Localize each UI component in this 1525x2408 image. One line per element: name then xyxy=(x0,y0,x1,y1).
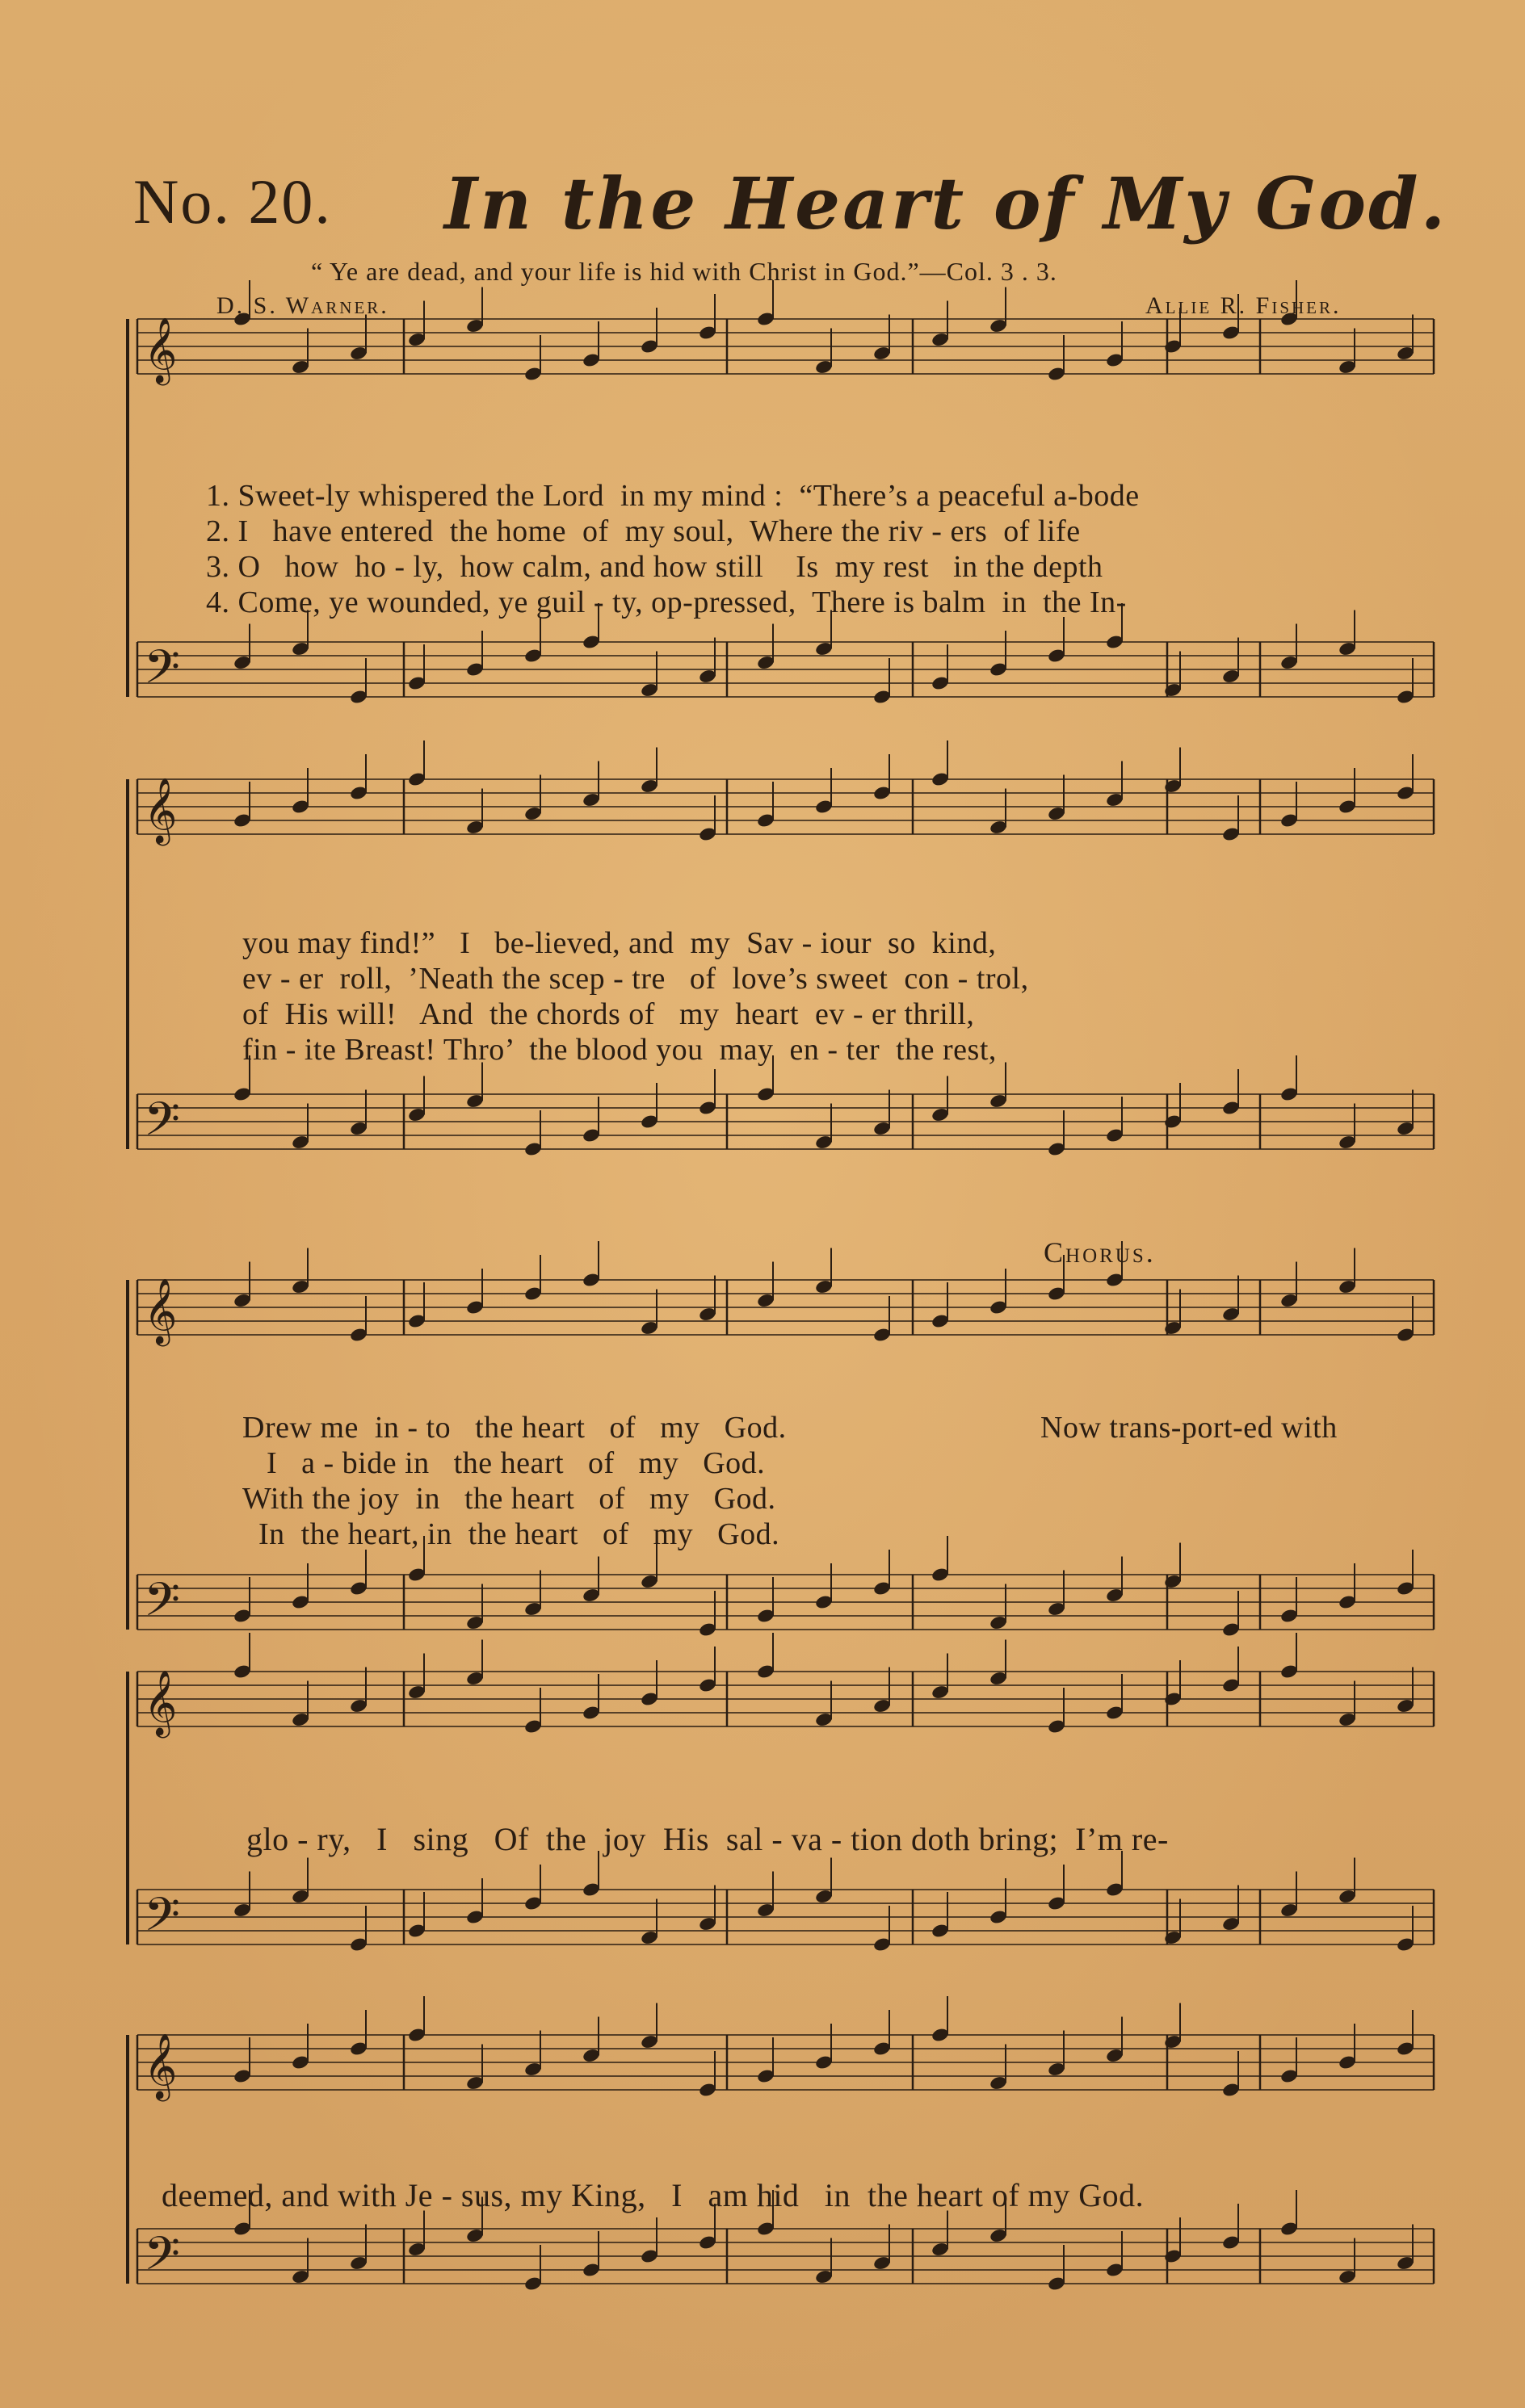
verse-line-2-2: ev - er roll, ’Neath the scep - tre of love’s sweet con - trol, xyxy=(242,962,1029,996)
verse-line-3-4: In the heart, in the heart of my God. xyxy=(242,1517,780,1551)
verse-line-1-2: 2. I have entered the home of my soul, Where the riv - ers of life xyxy=(206,514,1081,548)
verse-line-3-3: With the joy in the heart of my God. xyxy=(242,1482,776,1516)
bass-clef: 𝄢 xyxy=(144,1092,181,1158)
verse-line-2-3: of His will! And the chords of my heart ev - er thrill, xyxy=(242,997,975,1031)
scripture-epigraph: “ Ye are dead, and your life is hid with Christ in God.”—Col. 3 . 3. xyxy=(311,257,1057,286)
verse-line-1-1: 1. Sweet-ly whispered the Lord in my mind : “There’s a peaceful a-bode xyxy=(206,479,1140,513)
treble-clef: 𝄞 xyxy=(144,1277,178,1344)
bass-clef: 𝄢 xyxy=(144,1572,181,1638)
verse-line-1-4: 4. Come, ye wounded, ye guil - ty, op-pressed, There is balm in the In- xyxy=(206,585,1127,619)
treble-clef: 𝄞 xyxy=(144,777,178,843)
chorus-line-1: glo - ry, I sing Of the joy His sal - va - tion doth bring; I’m re- xyxy=(246,1821,1169,1857)
verse-line-1-3: 3. O how ho - ly, how calm, and how still Is my rest in the depth xyxy=(206,550,1103,584)
treble-clef: 𝄞 xyxy=(144,2033,178,2099)
verse-line-2-4: fin - ite Breast! Thro’ the blood you may en - ter the rest, xyxy=(242,1033,997,1067)
treble-clef: 𝄞 xyxy=(144,1669,178,1735)
composer-credit: D. S. Warner. xyxy=(216,292,389,319)
verse-line-3-2: I a - bide in the heart of my God. xyxy=(242,1446,766,1480)
bass-clef: 𝄢 xyxy=(144,640,181,706)
bass-clef: 𝄢 xyxy=(144,1887,181,1953)
chorus-start-line: Now trans-port-ed with xyxy=(1040,1411,1338,1445)
verse-line-3-1: Drew me in - to the heart of my God. xyxy=(242,1411,787,1445)
hymn-title: In the Heart of My God. xyxy=(444,162,1448,245)
author-credit: Allie R. Fisher. xyxy=(1145,292,1342,319)
hymn-number: No. 20. xyxy=(133,166,332,237)
chorus-line-2: deemed, and with Je - sus, my King, I am hid in the heart of my God. xyxy=(162,2177,1145,2213)
verse-line-2-1: you may find!” I be-lieved, and my Sav - iour so kind, xyxy=(242,926,997,960)
treble-clef: 𝄞 xyxy=(144,317,178,383)
bass-clef: 𝄢 xyxy=(144,2226,181,2293)
chorus-label: Chorus. xyxy=(1044,1236,1156,1269)
